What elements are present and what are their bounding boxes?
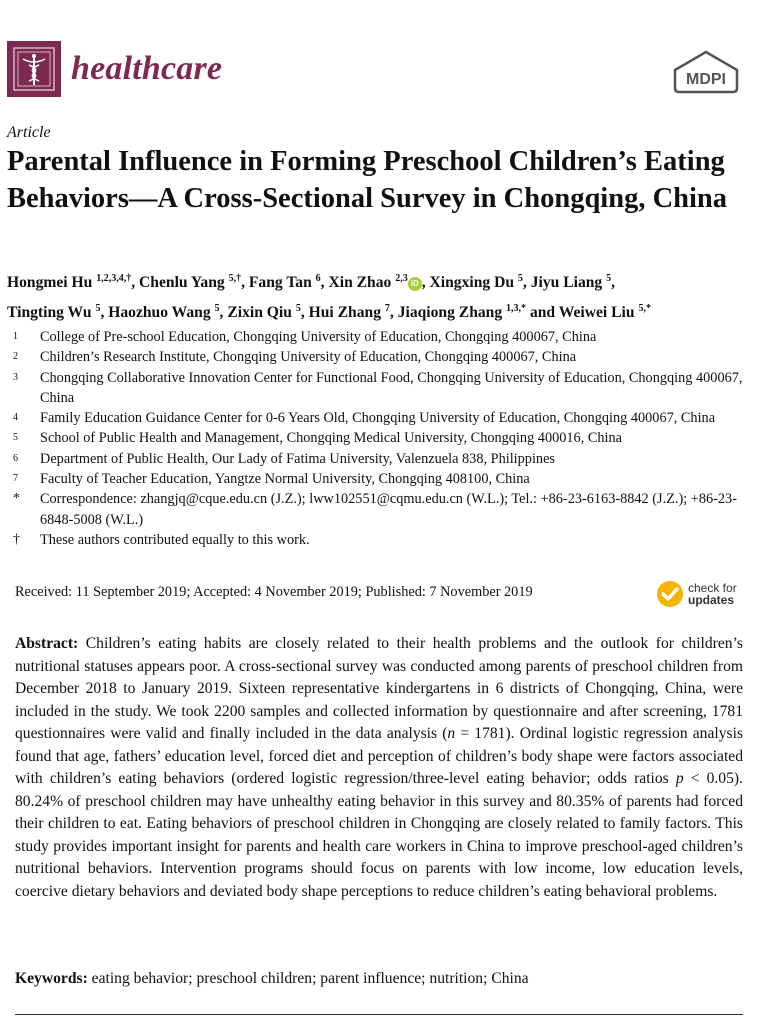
affiliation-text: Faculty of Teacher Education, Yangtze Normal University, Chongqing 408100, China — [40, 471, 530, 488]
keywords — [15, 970, 743, 988]
keywords-text: eating behavior; preschool children; parent influence; nutrition; China — [87, 970, 529, 987]
affiliation-mark: 4 — [13, 412, 18, 424]
correspondence-item — [7, 489, 762, 530]
affiliation-item — [7, 449, 762, 469]
author-name[interactable]: Hui Zhang — [308, 304, 381, 322]
equal-contribution-item — [7, 530, 762, 550]
affiliation-mark: * — [13, 491, 20, 507]
keywords-label: Keywords: — [15, 970, 88, 987]
author-affil: 5 — [606, 273, 612, 284]
abstract-text-1: Children’s eating habits are closely related to their health problems and the outlook for children’s nutritional statuses appears poor. A cross-sectional survey was conducted among parents of preschool children from December 2018 to January 2019. Sixteen representative kindergartens in 6 districts of Chongqing, China, were included in the study. We took 2200 samples and collected information by questionnaire and after screening, 1781 questionnaires were valid and finally included in the data analysis ( — [15, 635, 743, 742]
mdpi-logo[interactable] — [671, 50, 741, 94]
affiliation-item — [7, 347, 762, 367]
author-name[interactable]: Fang Tan — [248, 274, 312, 292]
author-affil: 1,2,3,4,† — [96, 273, 132, 284]
check-for-updates-icon — [656, 580, 684, 608]
affiliation-text: School of Public Health and Management, Chongqing Medical University, Chongqing 400016, China — [40, 430, 622, 447]
author-name[interactable]: Weiwei Liu — [558, 304, 635, 322]
abstract-label: Abstract: — [15, 635, 79, 652]
affiliation-mark: 5 — [13, 432, 18, 444]
author-name[interactable]: Chenlu Yang — [139, 274, 225, 292]
author-name[interactable]: Jiaqiong Zhang — [397, 304, 503, 322]
abstract-n: n — [447, 725, 456, 742]
abstract — [15, 633, 743, 903]
footer-divider — [15, 1014, 743, 1015]
author-list: Hongmei Hu $^{1,2,3,4,\dagger}$, Chenlu Yang $^{5,\dagger}$, Fang Tan $^6$, Xin Zhao $^{2,3}$ iD , Xingxing Du $^5$, Jiyu Liang $^5$, Tingting Wu $^5$, Haozhuo Wang $^5$, Zixin Qiu $^5$, Hui Zhang $^7$, Jiaqiong Zhang $^{1,3,*}$ and Weiwei Liu $^{5,*}$ — [7, 273, 651, 322]
affiliation-item — [7, 368, 762, 409]
check-for-updates-line2: updates — [688, 593, 735, 607]
affiliation-item — [7, 408, 762, 428]
affiliation-mark: 7 — [13, 473, 18, 485]
affiliation-item — [7, 469, 762, 489]
author-name[interactable]: Xingxing Du — [429, 274, 515, 292]
author-and: and — [529, 304, 556, 322]
author-affil: 2,3 — [395, 273, 408, 284]
affiliation-text: Children’s Research Institute, Chongqing University of Education, Chongqing 400067, China — [40, 349, 577, 366]
affiliation-text: College of Pre-school Education, Chongqing University of Education, Chongqing 400067, China — [40, 329, 597, 345]
affiliation-text: Department of Public Health, Our Lady of Fatima University, Valenzuela 838, Philippines — [40, 450, 555, 467]
author-name[interactable]: Tingting Wu — [7, 304, 92, 322]
author-affil: 5 — [214, 303, 220, 315]
author-affil: 5,* — [638, 303, 651, 315]
affiliation-mark: 6 — [13, 452, 18, 464]
author-name[interactable]: Jiyu Liang — [530, 274, 603, 292]
author-name[interactable]: Haozhuo Wang — [108, 304, 211, 322]
author-affil: 7 — [384, 303, 390, 315]
equal-contribution-text: These authors contributed equally to this work. — [40, 531, 310, 548]
affiliation-text: Family Education Guidance Center for 0-6 Years Old, Chongqing University of Education, Chongqing 400067, China — [40, 410, 716, 427]
correspondence-text[interactable]: Correspondence: zhangjq@cque.edu.cn (J.Z.); lww102551@cqmu.edu.cn (W.L.); Tel.: +86-23-6163-8842 (J.Z.); +86-23-6848-5008 (W.L.) — [40, 491, 737, 528]
abstract-p: p — [675, 770, 684, 787]
publication-dates: Received: 11 September 2019; Accepted: 4 November 2019; Published: 7 November 2019 — [15, 584, 533, 600]
author-name[interactable]: Xin Zhao — [328, 274, 392, 292]
affiliation-item — [7, 428, 762, 448]
affiliation-mark: † — [13, 531, 20, 547]
author-affil: 6 — [315, 273, 321, 284]
orcid-icon[interactable]: iD — [408, 277, 422, 291]
affiliation-mark: 3 — [13, 371, 18, 383]
affiliation-text: Chongqing Collaborative Innovation Center for Functional Food, Chongqing University of Education, Chongqing 400067, China — [40, 369, 743, 406]
author-affil: 1,3,* — [506, 303, 527, 315]
check-for-updates-button[interactable] — [656, 580, 737, 608]
journal-name[interactable]: healthcare — [71, 50, 223, 87]
affiliation-mark: 1 — [13, 331, 18, 342]
affiliation-item — [7, 327, 762, 347]
author-affil: 5,† — [228, 273, 242, 284]
author-name[interactable]: Hongmei Hu — [7, 274, 93, 292]
affiliation-list — [7, 327, 762, 550]
affiliation-mark: 2 — [13, 351, 18, 363]
abstract-text-3: < 0.05). 80.24% of preschool children may have unhealthy eating behavior in this survey and 80.35% of parents had forced their children to eat. Eating behaviors of preschool children in Chongqing are closely related to family factors. This study provides important insight for parents and health care workers in China to improve preschool-aged children’s nutritional behaviors. Intervention programs should focus on parents with low income, low education levels, coercive dietary behaviors and deviated body shape perceptions to reduce children’s eating behavioral problems. — [15, 770, 743, 900]
check-for-updates-line1: check for — [688, 581, 737, 595]
caduceus-icon — [11, 45, 57, 93]
author-affil: 5 — [95, 303, 101, 315]
author-affil: 5 — [295, 303, 301, 315]
abstract-text-2: = 1781). Ordinal logistic regression analysis found that age, fathers’ education level, forced diet and perception of children’s body shape were factors associated with children’s eating behaviors (ordered logistic regression/three-level eating behavior; odds ratios — [15, 725, 743, 787]
mdpi-logo-text: MDPI — [686, 71, 726, 88]
author-affil: 5 — [517, 273, 523, 284]
journal-logo — [7, 41, 61, 97]
author-name[interactable]: Zixin Qiu — [227, 304, 292, 322]
page-title: Parental Influence in Forming Preschool Children’s Eating Behaviors—A Cross-Sectional Survey in Chongqing, China — [7, 146, 728, 214]
article-type: Article — [7, 124, 51, 141]
